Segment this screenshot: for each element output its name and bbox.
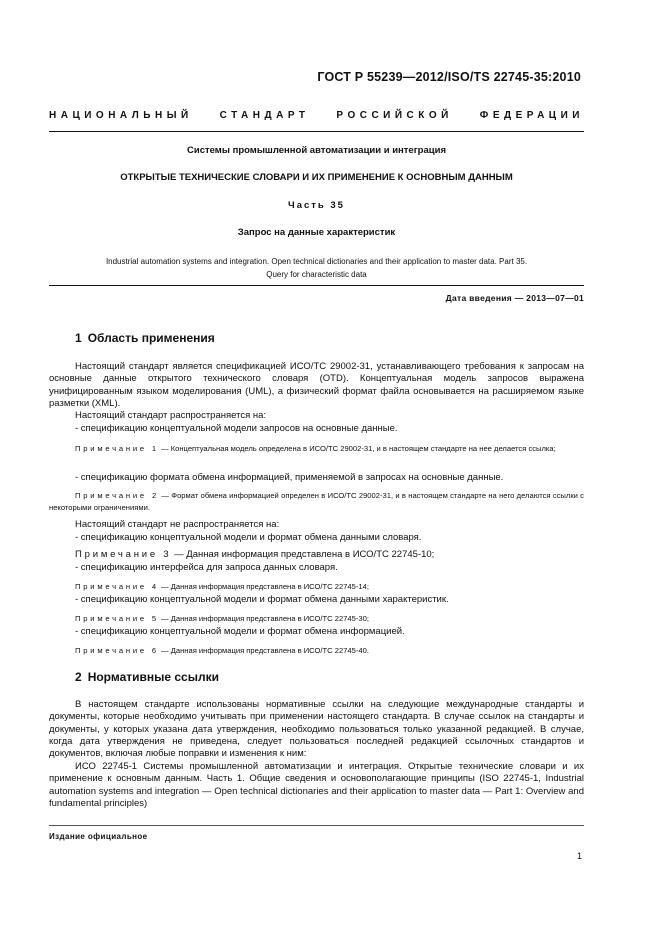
list-item: - спецификацию интерфейса для запроса данных словаря. [75, 562, 338, 573]
section-1-heading [75, 331, 215, 345]
note-label: Примечание 3 [75, 549, 172, 560]
note-label: Примечание 4 [75, 582, 159, 591]
introduction-date: Дата введения — 2013—07—01 [445, 293, 584, 303]
note-label: Примечание 1 [75, 444, 159, 453]
series-title: Системы промышленной автоматизации и интеграция [187, 145, 446, 156]
note-text: — Данная информация представлена в ИСО/ТС 22745-30; [161, 614, 369, 623]
section-title: Область применения [87, 331, 215, 345]
english-title-line: Industrial automation systems and integration. Open technical dictionaries and their application to master data. Part 35. [105, 257, 528, 266]
english-title-line: Query for characteristic data [266, 270, 367, 279]
english-title [49, 255, 584, 281]
standard-number: ГОСТ Р 55239—2012/ISO/TS 22745-35:2010 [317, 70, 581, 84]
note [49, 581, 584, 593]
section-2-heading [75, 670, 219, 684]
page-number: 1 [576, 851, 582, 861]
edition-label: Издание официальное [49, 832, 148, 841]
note [49, 490, 584, 513]
note-text: — Формат обмена информацией определен в ИСО/ТС 29002-31, и в настоящем стандарте на него делаются ссылки с некоторыми ограничениями. [49, 491, 584, 512]
divider-top [49, 131, 584, 132]
banner-word: СТАНДАРТ [219, 110, 310, 121]
divider-middle [49, 285, 584, 286]
note-text: — Данная информация представлена в ИСО/ТС 22745-40. [161, 646, 369, 655]
note [49, 645, 584, 657]
list-item: - спецификацию формата обмена информацией, применяемой в запросах на основные данные. [75, 472, 504, 483]
section-number: 1 [75, 331, 82, 345]
banner-word: ФЕДЕРАЦИИ [479, 110, 584, 121]
paragraph: В настоящем стандарте использованы нормативные ссылки на следующие международные стандарты и документы, которые необходимо учитывать при применении настоящего стандарта. В случае ссылок на стандарты и документы, у которых указана дата утверждения, необходимо пользоваться только указанной редакцией. В случае, когда дата утверждения не приведена, следует пользоваться последней редакцией ссылочных стандартов и документов, включая любые поправки и изменения к ним: [49, 699, 584, 760]
divider-bottom [49, 825, 584, 826]
list-item: - спецификацию концептуальной модели и формат обмена данными характеристик. [75, 594, 449, 605]
banner-word: РОССИЙСКОЙ [336, 110, 453, 121]
paragraph: ИСО 22745-1 Системы промышленной автоматизации и интеграция. Открытые технические словари и их применение к основным данным. Часть 1. Общие сведения и основополагающие принципы (ISO 22745-1, Industrial automation systems and integration — Open technical dictionaries and their application to master data — Part 1: Overview and fundamental principles) [49, 761, 584, 809]
national-standard-banner [49, 110, 584, 121]
section-title: Нормативные ссылки [87, 670, 219, 684]
note-label: Примечание 5 [75, 614, 159, 623]
subtitle: Запрос на данные характеристик [237, 227, 396, 238]
note-text: — Концептуальная модель определена в ИСО/ТС 29002-31, и в настоящем стандарте на нее делается ссылка; [161, 444, 556, 453]
note-label: Примечание 6 [75, 646, 159, 655]
banner-word: НАЦИОНАЛЬНЫЙ [49, 110, 193, 121]
part-title: Часть 35 [288, 200, 345, 211]
note [49, 613, 584, 625]
note-text: — Данная информация представлена в ИСО/ТС 22745-14; [161, 582, 369, 591]
note-label: Примечание 2 [75, 491, 160, 500]
list-item: - спецификацию концептуальной модели и формат обмена информацией. [75, 626, 405, 637]
paragraph: Настоящий стандарт распространяется на: [75, 410, 267, 421]
note [49, 549, 584, 561]
main-title: ОТКРЫТЫЕ ТЕХНИЧЕСКИЕ СЛОВАРИ И ИХ ПРИМЕНЕНИЕ К ОСНОВНЫМ ДАННЫМ [120, 172, 513, 183]
note-text: — Данная информация представлена в ИСО/ТС 22745-10; [174, 549, 435, 560]
section-number: 2 [75, 670, 82, 684]
note [49, 443, 584, 455]
list-item: - спецификацию концептуальной модели и формат обмена данными словаря. [75, 532, 422, 543]
list-item: - спецификацию концептуальной модели запросов на основные данные. [75, 423, 398, 434]
paragraph: Настоящий стандарт является спецификацией ИСО/ТС 29002-31, устанавливающего требования к запросам на основные данные открытого технического словаря (OTD). Концептуальная модель запросов выражена унифицированным языком моделирования (UML), а физический формат файла основывается на расширяемом языке разметки (XML). [49, 361, 584, 409]
paragraph: Настоящий стандарт не распространяется на: [75, 519, 280, 530]
